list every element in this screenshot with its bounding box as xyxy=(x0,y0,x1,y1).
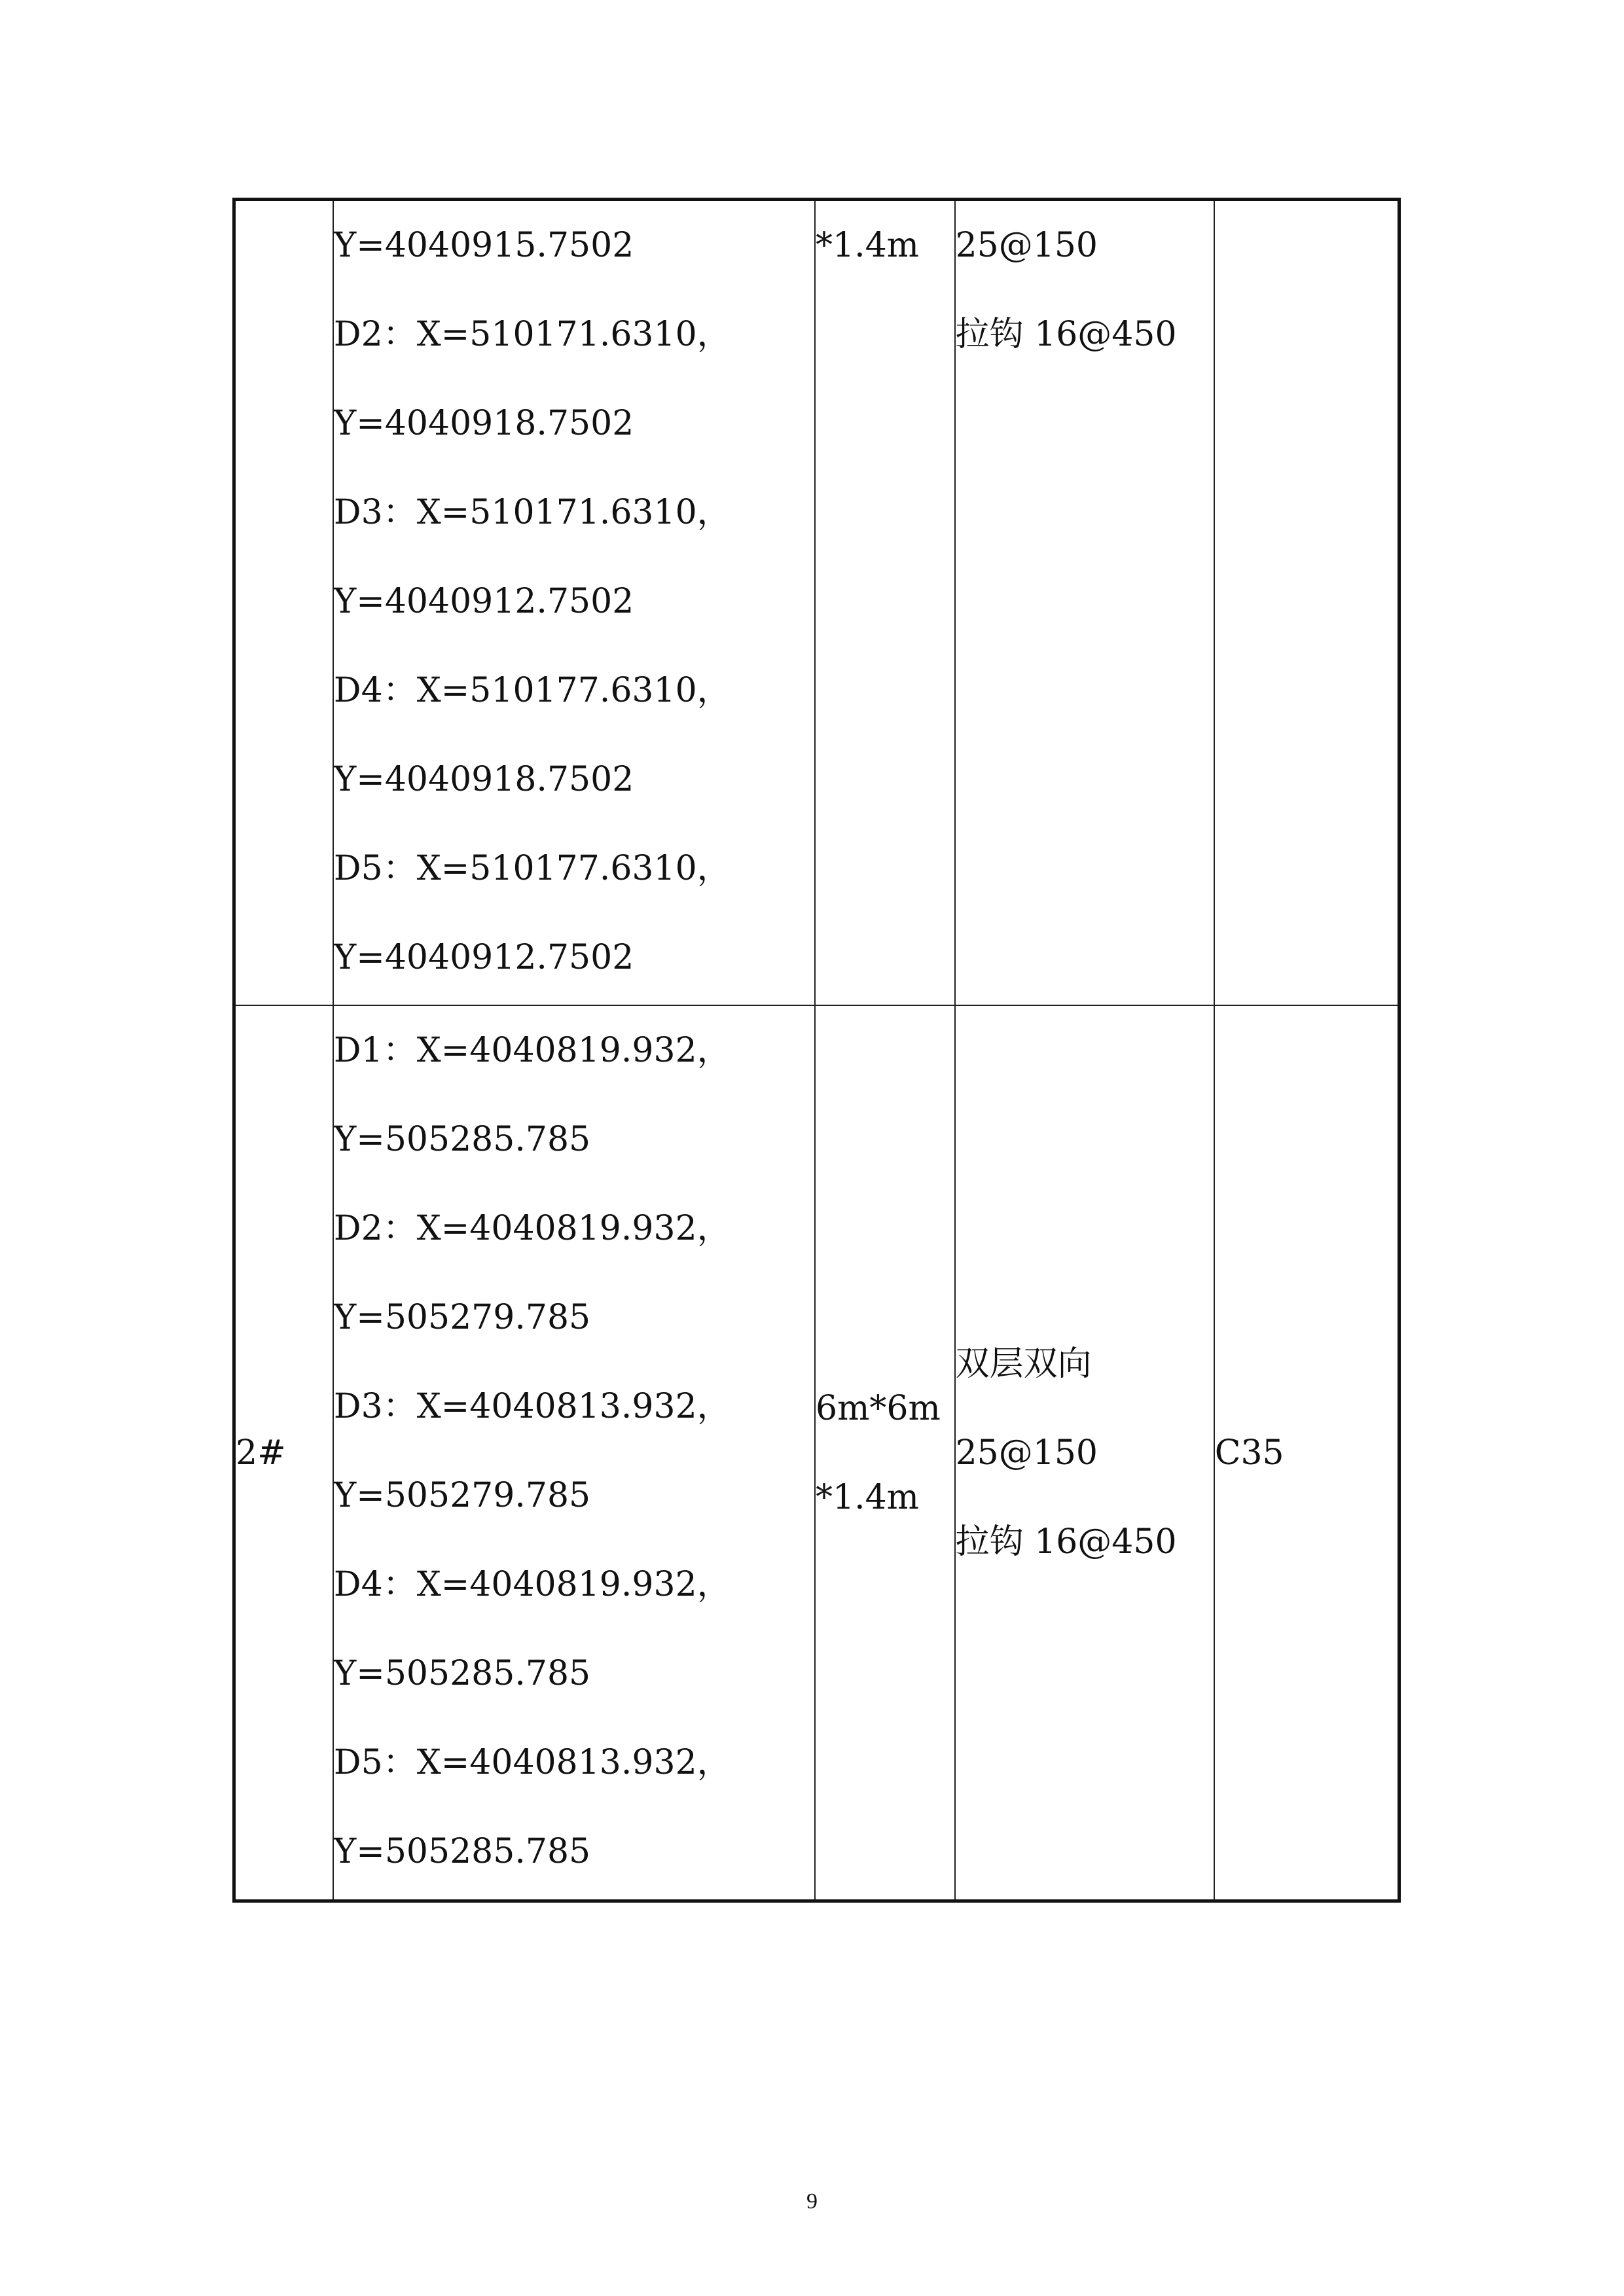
row-number-cell xyxy=(234,200,333,1006)
coordinates-cell xyxy=(333,1005,815,1901)
size-line: *1.4m xyxy=(815,1477,919,1517)
coordinate-line: D1：X=4040819.932， xyxy=(333,1031,731,1070)
foundation-table xyxy=(232,198,1401,1903)
rebar-line: 拉钩 16@450 xyxy=(955,315,1177,354)
size-line: 6m*6m xyxy=(815,1388,941,1428)
row-number-cell xyxy=(234,1005,333,1901)
coordinate-line: D4：X=510177.6310， xyxy=(333,671,731,710)
coordinate-line: Y=4040915.7502 xyxy=(333,226,634,265)
coordinate-line: Y=4040912.7502 xyxy=(333,582,634,621)
rebar-cell xyxy=(955,1005,1214,1901)
rebar-line: 25@150 xyxy=(955,1433,1098,1473)
coordinate-line: Y=4040918.7502 xyxy=(333,404,634,443)
coordinate-line: D2：X=510171.6310， xyxy=(333,315,731,354)
coordinates-cell xyxy=(333,200,815,1006)
size-cell xyxy=(815,200,955,1006)
coordinate-line: Y=505279.785 xyxy=(333,1476,591,1515)
coordinate-line: D4：X=4040819.932， xyxy=(333,1565,731,1604)
coordinate-line: D3：X=510171.6310， xyxy=(333,493,731,532)
page-number: 9 xyxy=(806,2189,818,2214)
coordinate-line: D3：X=4040813.932， xyxy=(333,1387,731,1426)
rebar-line: 双层双向 xyxy=(955,1344,1092,1384)
coordinate-line: Y=4040918.7502 xyxy=(333,760,634,799)
grade-cell xyxy=(1214,200,1399,1006)
size-line: *1.4m xyxy=(815,226,919,265)
table-row xyxy=(234,200,1399,1006)
size-cell xyxy=(815,1005,955,1901)
rebar-line: 25@150 xyxy=(955,226,1098,265)
row-number: 2# xyxy=(236,1433,286,1473)
coordinate-line: Y=505285.785 xyxy=(333,1120,591,1159)
rebar-cell xyxy=(955,200,1214,1006)
table-row xyxy=(234,1005,1399,1901)
coordinate-line: Y=505285.785 xyxy=(333,1832,591,1871)
coordinate-line: D2：X=4040819.932， xyxy=(333,1209,731,1248)
concrete-grade: C35 xyxy=(1214,1433,1284,1473)
coordinate-line: D5：X=510177.6310， xyxy=(333,849,731,888)
coordinate-line: Y=505279.785 xyxy=(333,1298,591,1337)
coordinate-line: Y=4040912.7502 xyxy=(333,938,634,977)
coordinate-line: Y=505285.785 xyxy=(333,1654,591,1693)
rebar-line: 拉钩 16@450 xyxy=(955,1522,1177,1562)
grade-cell xyxy=(1214,1005,1399,1901)
coordinate-line: D5：X=4040813.932， xyxy=(333,1743,731,1782)
